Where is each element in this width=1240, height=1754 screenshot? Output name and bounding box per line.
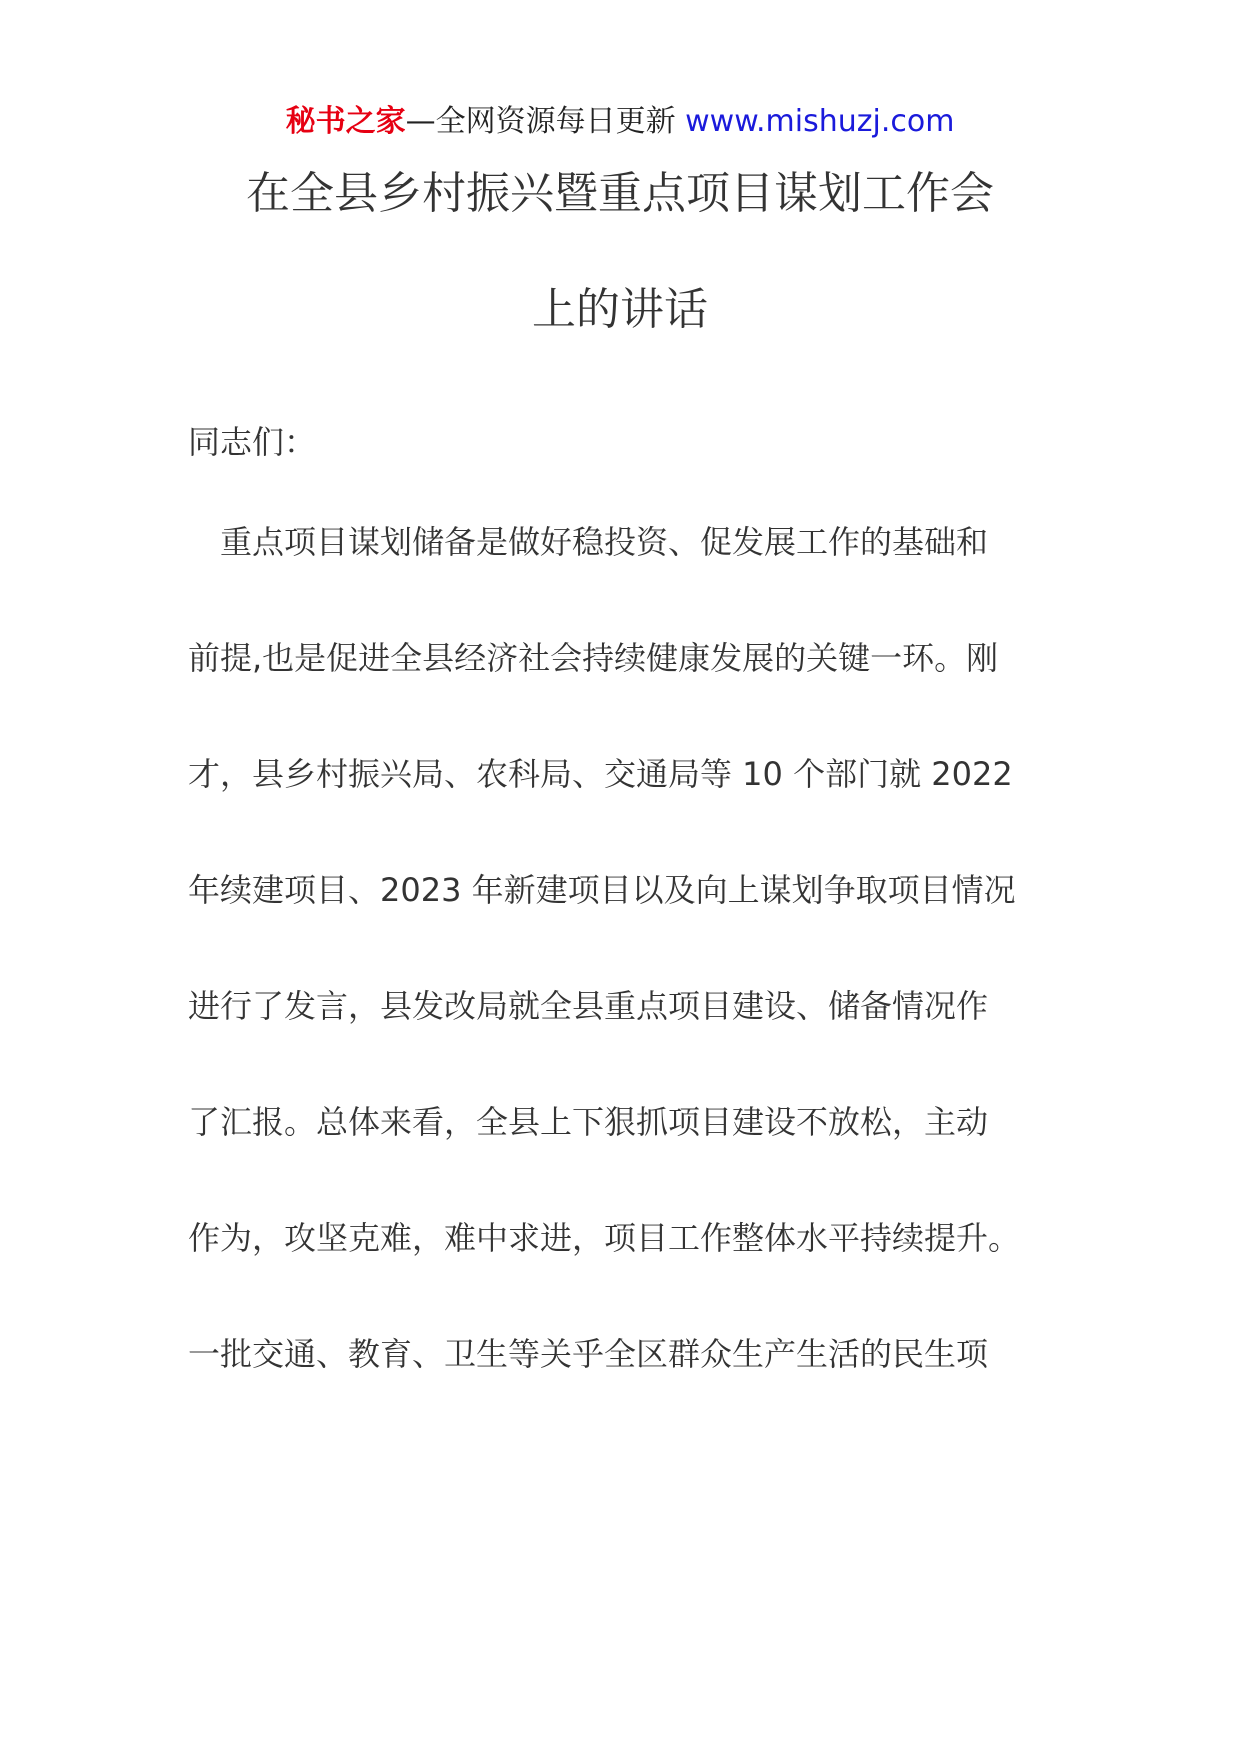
site-url-link[interactable]: www.mishuzj.com: [685, 104, 955, 139]
salutation: 同志们：: [188, 423, 317, 461]
site-header: [0, 100, 1240, 144]
body-line: 一批交通、教育、卫生等关乎全区群众生产生活的民生项: [188, 1335, 989, 1373]
body-line: 前提,也是促进全县经济社会持续健康发展的关键一环。刚: [188, 639, 999, 677]
body-line: 进行了发言，县发改局就全县重点项目建设、储备情况作: [188, 987, 989, 1025]
body-line: 重点项目谋划储备是做好稳投资、促发展工作的基础和: [188, 523, 989, 561]
site-tagline: —全网资源每日更新: [405, 104, 676, 139]
body-line: 作为，攻坚克难，难中求进，项目工作整体水平持续提升。: [188, 1219, 1021, 1257]
body-line: 了汇报。总体来看，全县上下狠抓项目建设不放松，主动: [188, 1103, 989, 1141]
document-title-line-1: 在全县乡村振兴暨重点项目谋划工作会: [246, 168, 994, 219]
body-line: 才，县乡村振兴局、农科局、交通局等 10 个部门就 2022: [188, 755, 1013, 793]
site-brand: 秘书之家: [285, 104, 406, 139]
body-line: 年续建项目、2023 年新建项目以及向上谋划争取项目情况: [188, 871, 1016, 909]
document-title-line-2: 上的讲话: [532, 284, 708, 335]
